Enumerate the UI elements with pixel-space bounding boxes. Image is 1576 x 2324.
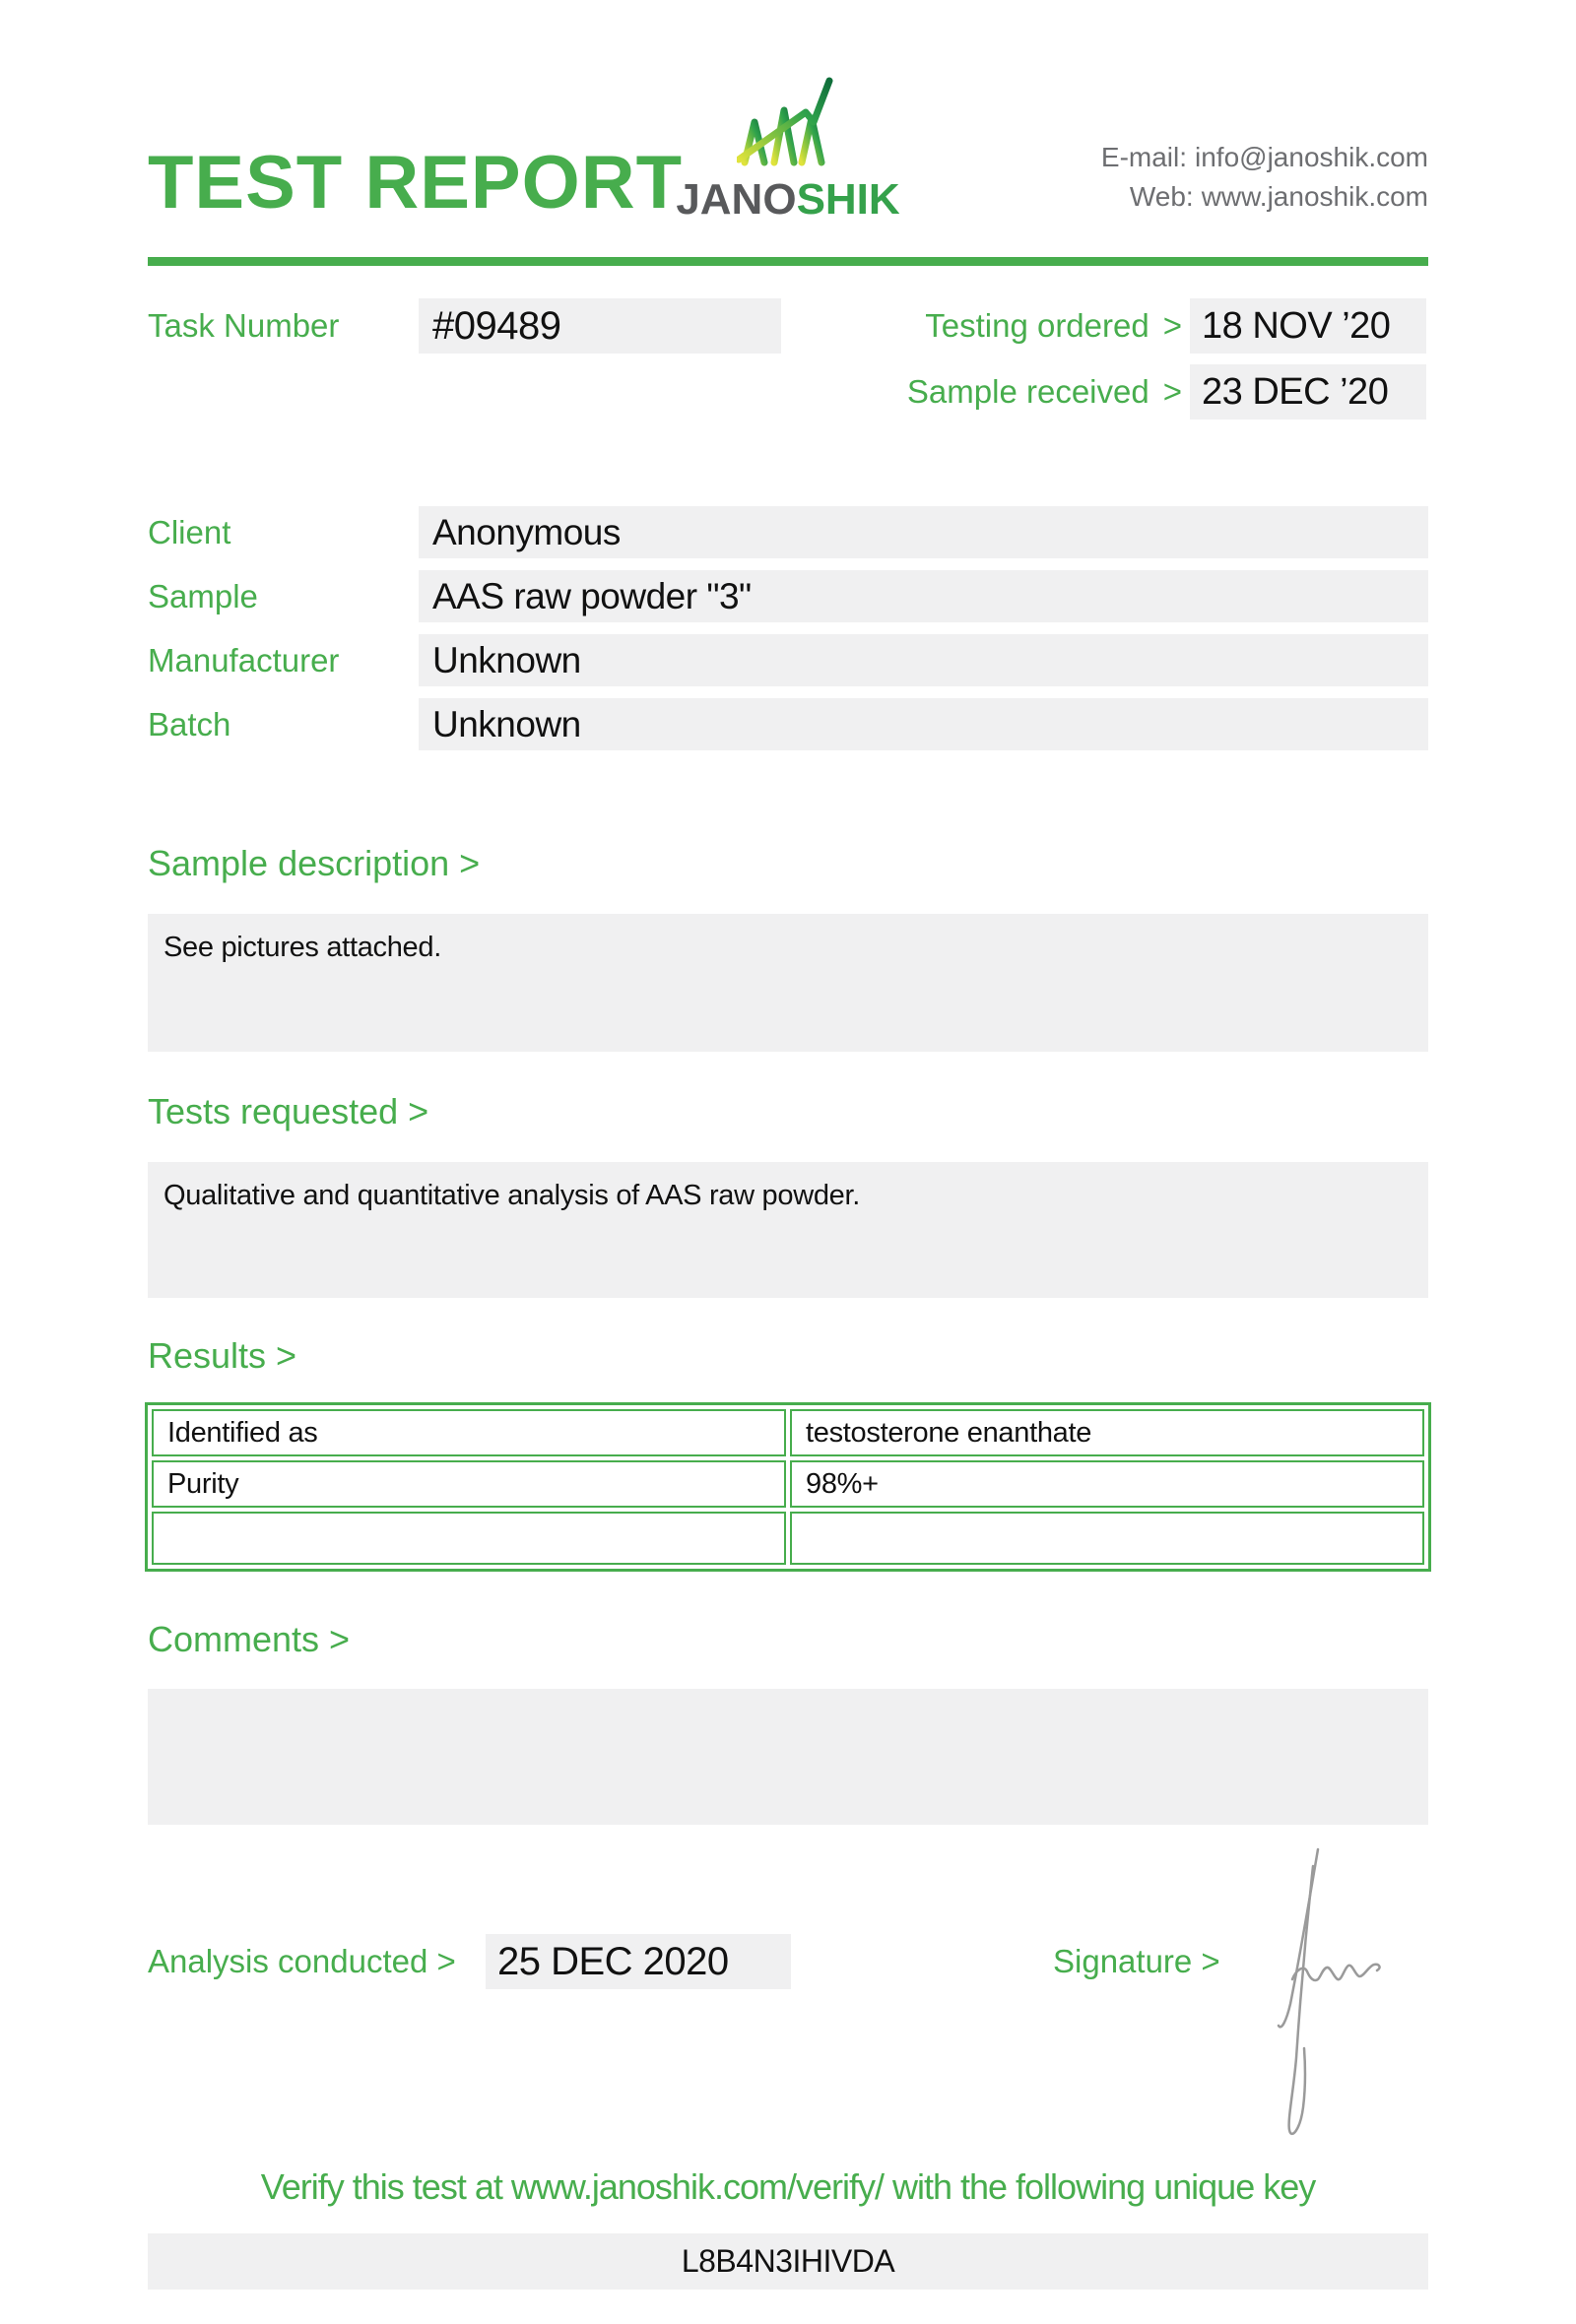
manufacturer-label: Manufacturer [148,642,340,678]
manufacturer-field: Unknown [419,634,1428,686]
results-cell-value: 98%+ [790,1460,1424,1508]
results-row-empty [152,1512,1424,1565]
email-value: info@janoshik.com [1195,142,1428,172]
testing-ordered-label: Testing ordered > [925,307,1182,344]
sample-description-title: Sample description > [148,843,481,883]
client-label: Client [148,514,231,550]
batch-row [148,698,1428,750]
sample-received-label: Sample received > [906,373,1182,410]
tests-requested-title: Tests requested > [148,1091,429,1131]
manufacturer-row [148,634,1428,686]
email-line [985,138,1428,177]
results-cell-key: Identified as [152,1409,786,1456]
analysis-conducted-label: Analysis conducted > [148,1943,456,1979]
logo-text-jano: JANO [676,175,797,224]
chevron-right-icon: > [1162,373,1182,410]
results-table [145,1402,1431,1572]
analysis-date-field: 25 DEC 2020 [486,1934,791,1989]
unique-key-field: L8B4N3IHIVDA [148,2233,1428,2290]
header-divider [148,257,1428,266]
janoshik-logo [670,69,906,225]
page-title: TEST REPORT [148,141,684,225]
logo-text-shik: SHIK [796,175,900,224]
signature-image [1261,1822,1409,2147]
task-number-field: #09489 [419,298,781,354]
sample-label: Sample [148,578,258,614]
results-cell-key [152,1512,786,1565]
results-cell-key: Purity [152,1460,786,1508]
batch-label: Batch [148,706,231,742]
results-title: Results > [148,1335,297,1376]
contact-block [985,138,1428,217]
email-label: E-mail: [1100,142,1188,172]
sample-description-box: See pictures attached. [148,914,1428,1052]
batch-field: Unknown [419,698,1428,750]
logo-wordmark [670,175,906,225]
comments-box [148,1689,1428,1825]
sample-row [148,570,1428,622]
comments-title: Comments > [148,1619,351,1659]
results-cell-value [790,1512,1424,1565]
task-number-label: Task Number [148,307,340,344]
signature-label: Signature > [1053,1943,1220,1979]
results-row-purity [152,1460,1424,1508]
client-row [148,506,1428,558]
results-row-identified [152,1409,1424,1456]
web-value: www.janoshik.com [1201,181,1428,212]
testing-ordered-field: 18 NOV ’20 [1190,298,1426,354]
logo-chart-arrow-icon [737,69,839,167]
sample-received-field: 23 DEC ’20 [1190,364,1426,420]
web-label: Web: [1129,181,1194,212]
verify-instruction: Verify this test at www.janoshik.com/verify/ with the following unique key [260,2166,1316,2207]
tests-requested-box: Qualitative and quantitative analysis of AAS raw powder. [148,1162,1428,1298]
results-cell-value: testosterone enanthate [790,1409,1424,1456]
web-line [985,177,1428,217]
chevron-right-icon: > [1162,307,1182,344]
sample-field: AAS raw powder "3" [419,570,1428,622]
client-field: Anonymous [419,506,1428,558]
